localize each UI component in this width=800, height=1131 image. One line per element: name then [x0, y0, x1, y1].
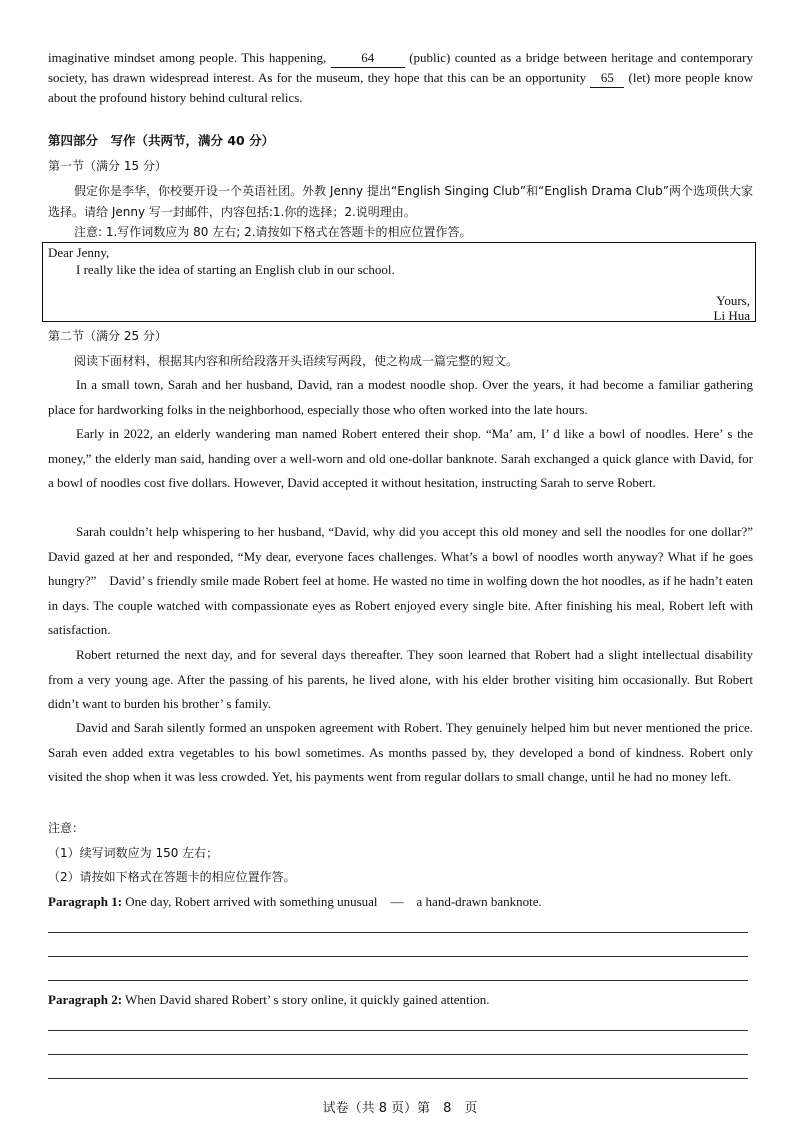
story-paragraph-5: David and Sarah silently formed an unspoken agreement with Robert. They genuinely helped him but never mentioned the price. Sarah even added extra vegetables to his bowl sometimes. As months passed by, they developed a bond of kindness. Robert only visited the shop when it was less crowded. Yet, his payments went from regular dollars to small change, until he had no money left.	[48, 720, 753, 784]
blank-65: 65	[590, 68, 624, 88]
answer-line	[48, 932, 748, 933]
story-paragraph-3: Sarah couldn’t help whispering to her husband, “David, why did you accept this old money and sell the noodles for one dollar?” David gazed at her and responded, “My dear, everyone faces challenges. What’s a bowl of noodles worth anyway? What if he goes hungry?” David’ s friendly smile made Robert feel at home. He wasted no time in wolfing down the hot noodles, as if he hadn’t eaten in days. The couple watched with compassionate eyes as Robert enjoyed every single bite. After finishing his meal, Robert left with satisfaction.	[48, 524, 753, 637]
paragraph2-prompt	[48, 990, 753, 1009]
section1-title: 第一节（满分 15 分）	[48, 159, 167, 173]
blank-64: 64	[331, 48, 405, 68]
cloze-text: (let) more people know about the profound history behind cultural relics.	[48, 70, 753, 105]
cloze-text: imaginative mindset among people. This happening,	[48, 50, 331, 65]
notes-item-1: （1）续写词数应为 150 左右；	[48, 846, 219, 860]
letter-closing: Yours,	[716, 293, 750, 308]
answer-line	[48, 1054, 748, 1055]
paragraph2-opening: When David shared Robert’ s story online, it quickly gained attention.	[122, 992, 490, 1007]
notes-item-2: （2）请按如下格式在答题卡的相应位置作答。	[48, 870, 296, 884]
paragraph1-label: Paragraph 1:	[48, 894, 123, 909]
notes-title: 注意：	[48, 821, 85, 835]
story-paragraph-4: Robert returned the next day, and for several days thereafter. They soon learned that Robert had a slight intellectual disability from a very young age. After the passing of his parents, he lived alone, with his elder brother visiting him occasionally. But Robert didn’t want to burden his brother’ s family.	[48, 647, 753, 711]
answer-line	[48, 980, 748, 981]
cloze-text: (public) counted as a bridge between heritage and contemporary society, has drawn widespread interest. As for the museum, they hope that this can be an opportunity	[48, 50, 753, 85]
letter-greeting: Dear Jenny,	[48, 245, 110, 260]
section1-prompt: 假定你是李华，你校要开设一个英语社团。外教 Jenny 提出“English Singing Club”和“English Drama Club”两个选项供大家选择。请给 Jenny 写一封邮件，内容包括:1.你的选择；2.说明理由。	[48, 184, 753, 219]
part4-heading: 第四部分 写作（共两节，满分 40 分）	[48, 133, 275, 148]
letter-signature: Li Hua	[713, 308, 750, 323]
letter-format-box	[42, 242, 756, 322]
section2-title: 第二节（满分 25 分）	[48, 329, 167, 343]
answer-line	[48, 1078, 748, 1079]
section2-prompt: 阅读下面材料，根据其内容和所给段落开头语续写两段，使之构成一篇完整的短文。	[74, 354, 519, 368]
page-footer: 试卷（共 8 页）第 8 页	[322, 1101, 478, 1116]
paragraph1-prompt	[48, 892, 753, 911]
cloze-passage-end	[48, 48, 753, 107]
story-paragraph-2: Early in 2022, an elderly wandering man named Robert entered their shop. “Ma’ am, I’ d like a bowl of noodles. Here’ s the money,” the elderly man said, handing over a well-worn and old one-dollar banknote. Sarah exchanged a quick glance with David, for a bowl of noodles cost five dollars. However, David accepted it without hesitation, instructing Sarah to serve Robert.	[48, 426, 753, 490]
answer-line	[48, 1030, 748, 1031]
section1-note: 注意: 1.写作词数应为 80 左右; 2.请按如下格式在答题卡的相应位置作答。	[74, 225, 472, 239]
paragraph1-opening: One day, Robert arrived with something unusual — a hand-drawn banknote.	[122, 894, 542, 909]
paragraph2-label: Paragraph 2:	[48, 992, 123, 1007]
letter-opening: I really like the idea of starting an English club in our school.	[76, 262, 395, 277]
answer-line	[48, 956, 748, 957]
story-paragraph-1: In a small town, Sarah and her husband, David, ran a modest noodle shop. Over the years, it had become a familiar gathering place for hardworking folks in the neighborhood, especially those who often worked into the late hours.	[48, 377, 753, 417]
